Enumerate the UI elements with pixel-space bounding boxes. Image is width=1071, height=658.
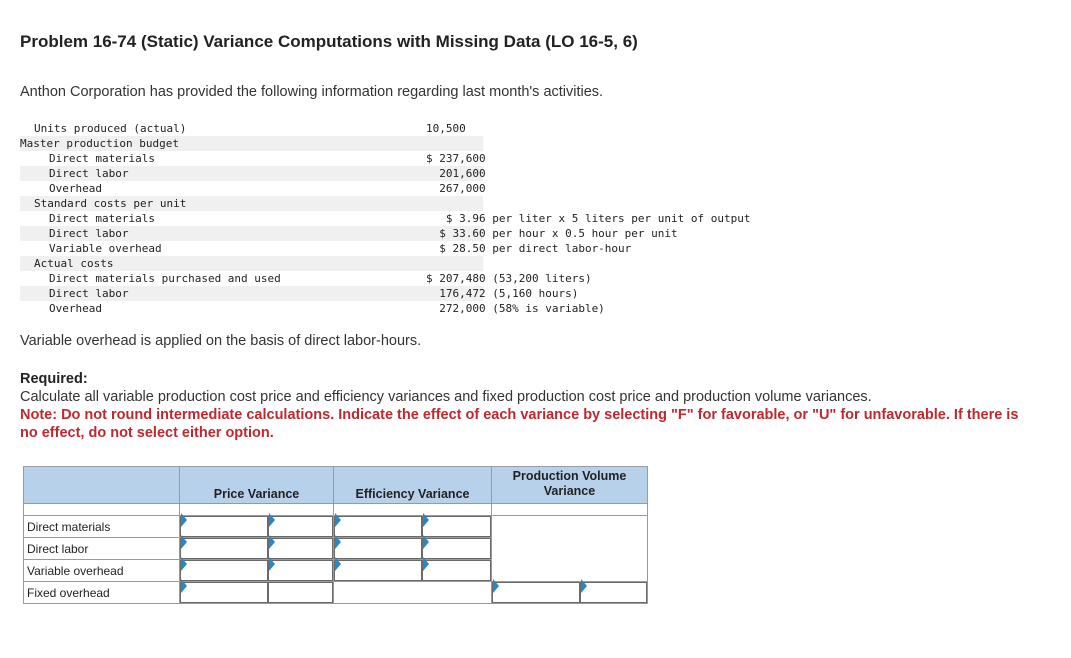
info-label: Direct labor bbox=[49, 227, 129, 240]
variance-answer-table bbox=[23, 466, 648, 604]
voh-price-effect-select[interactable] bbox=[268, 560, 333, 581]
dropdown-marker-icon bbox=[181, 513, 187, 527]
overhead-note: Variable overhead is applied on the basis of direct labor-hours. bbox=[20, 333, 422, 349]
dropdown-marker-icon bbox=[181, 579, 187, 593]
info-value: $ 207,480 (53,200 liters) bbox=[426, 272, 592, 285]
dropdown-marker-icon bbox=[335, 557, 341, 571]
info-value: 272,000 (58% is variable) bbox=[426, 302, 605, 315]
dropdown-marker-icon bbox=[581, 579, 587, 593]
voh-price-amount-input[interactable] bbox=[180, 560, 268, 581]
foh-efficiency-blank-cell bbox=[334, 582, 492, 604]
info-row bbox=[20, 241, 632, 256]
required-text: Calculate all variable production cost price and efficiency variances and fixed production cost price and production volume variances. bbox=[20, 389, 872, 405]
corner-header bbox=[24, 467, 180, 504]
dropdown-marker-icon bbox=[423, 513, 429, 527]
info-row bbox=[20, 181, 486, 196]
info-value: 201,600 bbox=[426, 167, 486, 180]
info-row bbox=[20, 151, 486, 166]
efficiency-variance-header: Efficiency Variance bbox=[334, 467, 492, 504]
info-label: Units produced (actual) bbox=[34, 122, 187, 135]
info-label: Standard costs per unit bbox=[34, 197, 187, 210]
voh-efficiency-effect-select[interactable] bbox=[422, 560, 491, 581]
info-row bbox=[20, 286, 579, 301]
info-value: $ 237,600 bbox=[426, 152, 486, 165]
dl-efficiency-amount-input[interactable] bbox=[334, 538, 422, 559]
info-row bbox=[20, 196, 483, 211]
intro-text: Anthon Corporation has provided the following information regarding last month's activities. bbox=[20, 84, 604, 100]
problem-title: Problem 16-74 (Static) Variance Computations with Missing Data (LO 16-5, 6) bbox=[20, 32, 638, 51]
dropdown-marker-icon bbox=[335, 535, 341, 549]
info-label: Overhead bbox=[49, 182, 102, 195]
info-value: 10,500 bbox=[426, 122, 466, 135]
info-row bbox=[20, 271, 592, 286]
info-label: Variable overhead bbox=[49, 242, 162, 255]
row-label: Fixed overhead bbox=[24, 582, 180, 604]
info-row bbox=[20, 256, 483, 271]
dm-efficiency-effect-select[interactable] bbox=[422, 516, 491, 537]
info-label: Direct materials bbox=[49, 152, 155, 165]
required-section bbox=[20, 370, 1040, 442]
table-row bbox=[24, 582, 648, 604]
info-row bbox=[20, 301, 605, 316]
dropdown-marker-icon bbox=[181, 535, 187, 549]
dropdown-marker-icon bbox=[493, 579, 499, 593]
info-row bbox=[20, 166, 486, 181]
foh-price-effect-select[interactable] bbox=[268, 582, 333, 603]
info-label: Master production budget bbox=[20, 137, 179, 150]
info-label: Direct materials purchased and used bbox=[49, 272, 281, 285]
row-label: Direct labor bbox=[24, 538, 180, 560]
info-value: $ 3.96 per liter x 5 liters per unit of output bbox=[426, 212, 751, 225]
info-row bbox=[20, 136, 483, 151]
info-row bbox=[20, 121, 483, 136]
dropdown-marker-icon bbox=[423, 535, 429, 549]
dl-efficiency-effect-select[interactable] bbox=[422, 538, 491, 559]
dm-price-amount-input[interactable] bbox=[180, 516, 268, 537]
dropdown-marker-icon bbox=[269, 557, 275, 571]
row-label: Direct materials bbox=[24, 516, 180, 538]
foh-volume-effect-select[interactable] bbox=[580, 582, 647, 603]
info-label: Actual costs bbox=[34, 257, 114, 270]
volume-blank-cell bbox=[492, 516, 648, 582]
info-label: Direct labor bbox=[49, 287, 129, 300]
dl-price-amount-input[interactable] bbox=[180, 538, 268, 559]
info-row bbox=[20, 211, 751, 226]
dropdown-marker-icon bbox=[335, 513, 341, 527]
info-label: Overhead bbox=[49, 302, 102, 315]
row-label: Variable overhead bbox=[24, 560, 180, 582]
info-value: $ 33.60 per hour x 0.5 hour per unit bbox=[426, 227, 678, 240]
voh-efficiency-amount-input[interactable] bbox=[334, 560, 422, 581]
given-data-table bbox=[20, 121, 751, 316]
dl-price-effect-select[interactable] bbox=[268, 538, 333, 559]
dropdown-marker-icon bbox=[269, 535, 275, 549]
dropdown-marker-icon bbox=[181, 557, 187, 571]
dm-price-effect-select[interactable] bbox=[268, 516, 333, 537]
required-heading: Required: bbox=[20, 371, 88, 387]
info-row bbox=[20, 226, 678, 241]
dropdown-marker-icon bbox=[269, 513, 275, 527]
info-label: Direct materials bbox=[49, 212, 155, 225]
dropdown-marker-icon bbox=[423, 557, 429, 571]
info-label: Direct labor bbox=[49, 167, 129, 180]
info-value: 267,000 bbox=[426, 182, 486, 195]
required-note: Note: Do not round intermediate calculations. Indicate the effect of each variance by selecting "F" for favorable, or "U" for unfavorable. If there is no effect, do not select either option. bbox=[20, 407, 1019, 441]
info-value: 176,472 (5,160 hours) bbox=[426, 287, 579, 300]
foh-volume-amount-input[interactable] bbox=[492, 582, 580, 603]
volume-variance-header: Production Volume Variance bbox=[492, 467, 648, 504]
price-variance-header: Price Variance bbox=[180, 467, 334, 504]
info-value: $ 28.50 per direct labor-hour bbox=[426, 242, 632, 255]
foh-price-amount-input[interactable] bbox=[180, 582, 268, 603]
dm-efficiency-amount-input[interactable] bbox=[334, 516, 422, 537]
